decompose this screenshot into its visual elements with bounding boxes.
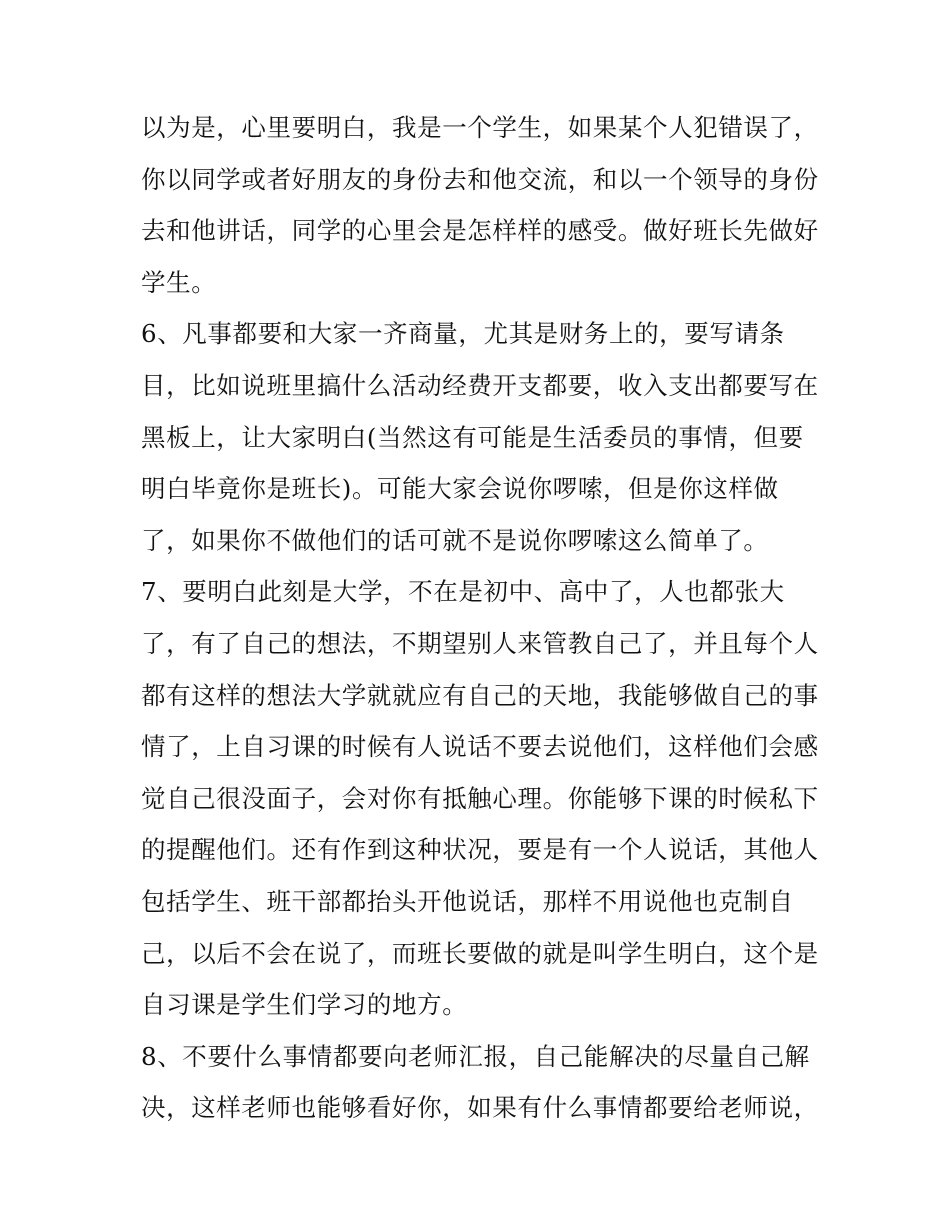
text-line: 6、凡事都要和大家一齐商量，尤其是财务上的，要写请条 — [141, 319, 785, 349]
text-line: 黑板上，让大家明白(当然这有可能是生活委员的事情，但要 — [141, 422, 804, 452]
text-line: 决，这样老师也能够看好你，如果有什么事情都要给老师说， — [141, 1093, 819, 1123]
text-line: 都有这样的想法大学就就应有自己的天地，我能够做自己的事 — [141, 680, 819, 710]
text-line: 了，如果你不做他们的话可就不是说你啰嗦这么简单了。 — [141, 525, 769, 555]
text-line: 目，比如说班里搞什么活动经费开支都要，收入支出都要写在 — [141, 370, 819, 400]
text-line: 己，以后不会在说了，而班长要做的就是叫学生明白，这个是 — [141, 938, 819, 968]
text-line: 以为是，心里要明白，我是一个学生，如果某个人犯错误了， — [141, 113, 819, 142]
text-line: 学生。 — [141, 267, 217, 297]
text-line: 觉自己很没面子，会对你有抵触心理。你能够下课的时候私下 — [141, 783, 819, 813]
text-line: 情了，上自习课的时候有人说话不要去说他们，这样他们会感 — [141, 732, 819, 762]
text-line: 了，有了自己的想法，不期望别人来管教自己了，并且每个人 — [141, 628, 819, 658]
text-line: 的提醒他们。还有作到这种状况，要是有一个人说话，其他人 — [141, 835, 819, 865]
document-body — [141, 102, 821, 1134]
text-line: 包括学生、班干部都抬头开他说话，那样不用说他也克制自 — [141, 886, 794, 916]
text-line: 8、不要什么事情都要向老师汇报，自己能解决的尽量自己解 — [141, 1041, 810, 1071]
text-line: 去和他讲话，同学的心里会是怎样样的感受。做好班长先做好 — [141, 216, 819, 246]
text-line: 你以同学或者好朋友的身份去和他交流，和以一个领导的身份 — [141, 164, 819, 194]
text-line: 明白毕竟你是班长)。可能大家会说你啰嗦，但是你这样做 — [141, 474, 779, 504]
text-line: 7、要明白此刻是大学，不在是初中、高中了，人也都张大 — [141, 577, 785, 607]
text-line: 自习课是学生们学习的地方。 — [141, 990, 468, 1020]
